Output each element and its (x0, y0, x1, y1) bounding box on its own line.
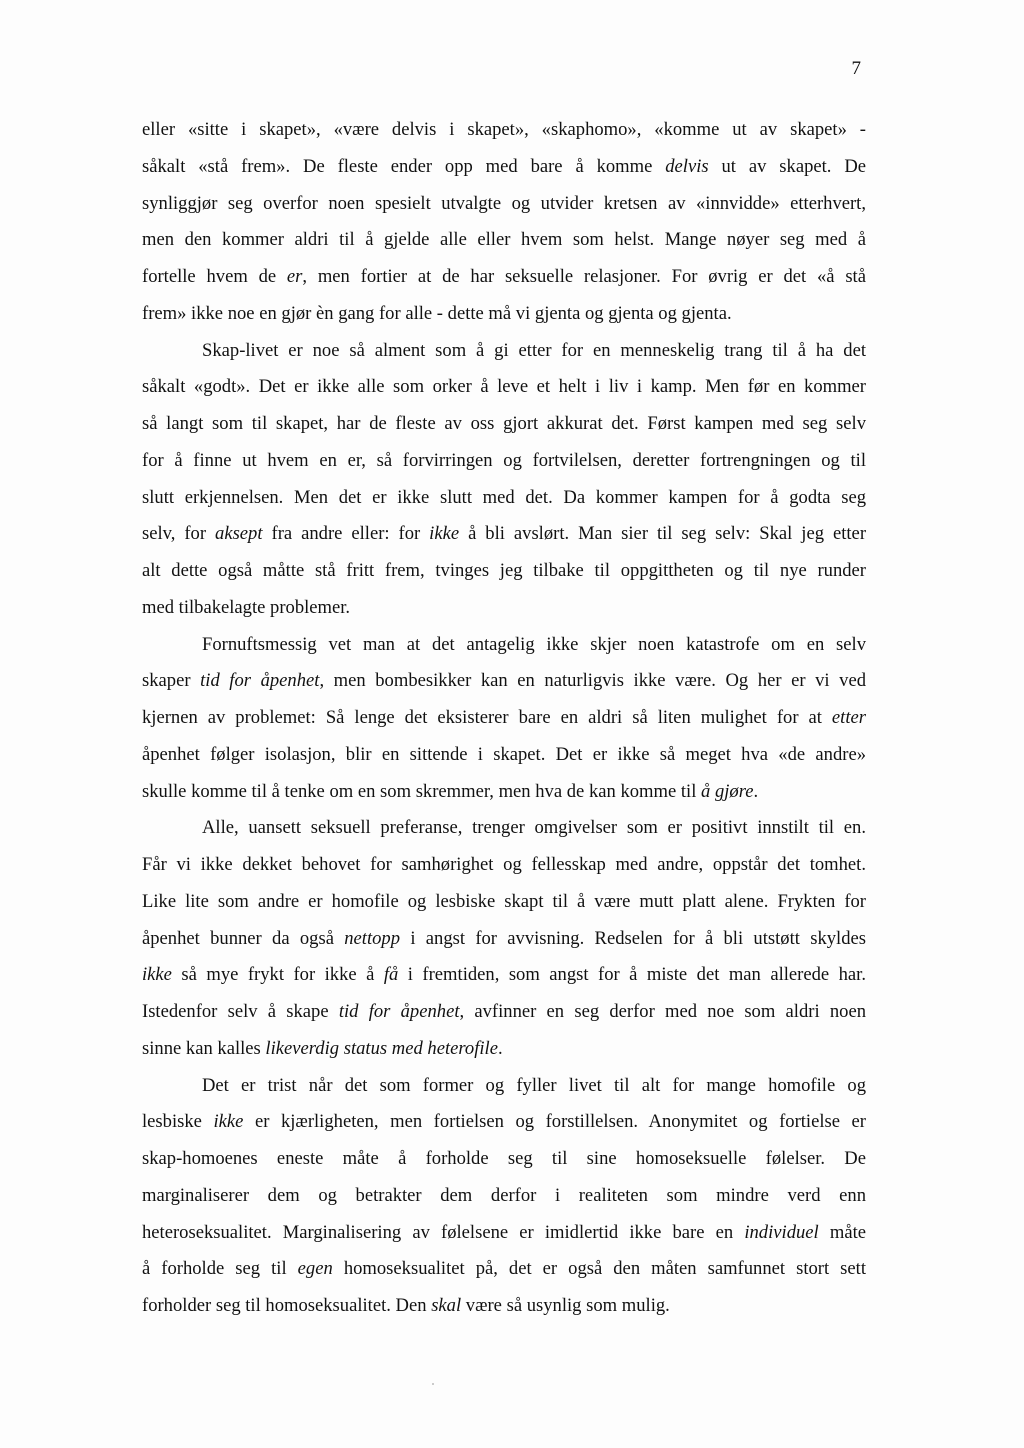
text-run: marginaliserer dem og betrakter dem derfor i realiteten som mindre verd enn (142, 1184, 866, 1206)
italic-text: egen (297, 1258, 333, 1280)
text-line (142, 112, 866, 149)
text-run: skaper (142, 670, 201, 692)
paragraph (142, 1068, 866, 1325)
italic-text: nettopp (344, 927, 401, 949)
italic-text: likeverdig status med heterofile (265, 1037, 498, 1059)
text-line (142, 921, 866, 958)
text-run: Like lite som andre er homofile og lesbiske skapt til å være mutt platt alene. Frykten for (142, 890, 866, 912)
text-line (142, 1068, 866, 1105)
italic-text: etter (831, 707, 866, 728)
italic-text: skal (431, 1295, 462, 1316)
text-line (142, 1251, 866, 1288)
text-line (142, 663, 866, 700)
text-run: åpenhet følger isolasjon, blir en sittende i skapet. Det er ikke så meget hva «de andre» (142, 743, 866, 765)
italic-text: aksept (215, 523, 263, 545)
text-line (142, 700, 866, 737)
text-run: Alle, uansett seksuell preferanse, trenger omgivelser som er positivt innstilt til en. (202, 817, 866, 839)
text-line (142, 847, 866, 884)
page-number: 7 (851, 58, 861, 79)
text-run: . (497, 1037, 503, 1059)
text-run: er kjærligheten, men fortielsen og forstillelsen. Anonymitet og fortielse er (243, 1111, 866, 1133)
text-run: med tilbakelagte problemer. (142, 596, 351, 618)
text-run: lesbiske (142, 1111, 214, 1133)
italic-text: er (286, 266, 303, 287)
text-line (142, 1178, 866, 1215)
italic-text: tid for åpenhet (338, 1001, 460, 1022)
paragraph (142, 112, 866, 333)
text-line (142, 774, 866, 811)
text-run: åpenhet bunner da også (142, 927, 345, 949)
italic-text: individuel (744, 1221, 819, 1243)
text-run: måte (818, 1221, 866, 1243)
text-line (142, 1031, 866, 1068)
paragraph (142, 627, 866, 811)
text-run: Det er trist når det som former og fyller livet til alt for mange homofile og (202, 1074, 866, 1096)
text-line (142, 369, 866, 406)
text-run: Istedenfor selv å skape (142, 1001, 339, 1022)
text-run: alt dette også måtte stå fritt frem, tvinges jeg tilbake til oppgittheten og til nye runder (142, 560, 866, 581)
text-run: , men fortier at de har seksuelle relasjoner. For øvrig er det «å stå (302, 266, 866, 287)
text-run: skulle komme til å tenke om en som skremmer, men hva de kan komme til (142, 780, 702, 802)
text-line (142, 1288, 866, 1325)
text-line (142, 1141, 866, 1178)
text-run: sinne kan kalles (142, 1037, 266, 1059)
text-run: å bli avslørt. Man sier til seg selv: Skal jeg etter (459, 523, 867, 545)
italic-text: ikke (142, 964, 172, 986)
text-run: for å finne ut hvem en er, så forvirringen og fortvilelsen, deretter fortrengningen og til (142, 449, 866, 471)
text-line (142, 1215, 866, 1252)
text-run: såkalt «godt». Det er ikke alle som orker å leve et helt i liv i kamp. Men før en kommer (142, 376, 866, 398)
text-run: forholder seg til homoseksualitet. Den (142, 1295, 432, 1316)
text-run: men den kommer aldri til å gjelde alle eller hvem som helst. Mange nøyer seg med å (142, 229, 866, 251)
text-line (142, 443, 866, 480)
text-line (142, 259, 866, 296)
text-line (142, 186, 866, 223)
text-line (142, 406, 866, 443)
text-line (142, 994, 866, 1031)
text-line (142, 296, 866, 333)
text-run: fortelle hvem de (142, 266, 287, 287)
text-line (142, 884, 866, 921)
scan-speck (432, 1383, 434, 1385)
italic-text: å gjøre (701, 780, 754, 802)
text-line (142, 627, 866, 664)
text-line (142, 333, 866, 370)
text-run: Skap-livet er noe så alment som å gi etter for en menneskelig trang til å ha det (202, 339, 866, 361)
text-run: såkalt «stå frem». De fleste ender opp med bare å komme (142, 155, 666, 177)
text-line (142, 222, 866, 259)
text-run: å forholde seg til (142, 1258, 298, 1280)
text-run: fra andre eller: for (262, 523, 430, 545)
text-run: kjernen av problemet: Så lenge det eksisterer bare en aldri så liten mulighet for at (142, 707, 832, 728)
italic-text: ikke (213, 1111, 244, 1133)
body-text (142, 112, 866, 1325)
paragraph (142, 333, 866, 627)
italic-text: ikke (429, 523, 460, 545)
text-line (142, 590, 866, 627)
text-run: Fornuftsmessig vet man at det antagelig ikke skjer noen katastrofe om en selv (202, 633, 866, 655)
text-run: i angst for avvisning. Redselen for å bli utstøtt skyldes (400, 927, 866, 949)
text-run: så langt som til skapet, har de fleste av oss gjort akkurat det. Først kampen med seg selv (142, 413, 866, 434)
text-run: synliggjør seg overfor noen spesielt utvalgte og utvider kretsen av «innvidde» etterhvert, (142, 192, 866, 214)
text-run: skap-homoenes eneste måte å forholde seg til sine homoseksuelle følelser. De (142, 1148, 866, 1169)
italic-text: delvis (665, 155, 709, 177)
text-run: . (753, 780, 759, 802)
text-line (142, 810, 866, 847)
paragraph (142, 810, 866, 1067)
text-run: eller «sitte i skapet», «være delvis i skapet», «skaphomo», «komme ut av skapet» - (142, 119, 866, 140)
italic-text: tid for åpenhet (200, 670, 320, 692)
text-run: slutt erkjennelsen. Men det er ikke slutt med det. Da kommer kampen for å godta seg (142, 486, 866, 508)
text-line (142, 516, 866, 553)
text-run: , avfinner en seg derfor med noe som aldri noen (459, 1001, 866, 1022)
text-run: ut av skapet. De (708, 155, 866, 177)
text-run: så mye frykt for ikke å (171, 964, 384, 986)
text-run: selv, for (142, 523, 216, 545)
text-line (142, 1104, 866, 1141)
text-line (142, 149, 866, 186)
text-run: i fremtiden, som angst for å miste det man allerede har. (398, 964, 866, 986)
text-run: være så usynlig som mulig. (461, 1295, 670, 1316)
italic-text: få (383, 964, 399, 986)
text-run: Får vi ikke dekket behovet for samhørighet og fellesskap med andre, oppstår det tomhet. (142, 854, 866, 875)
text-line (142, 957, 866, 994)
text-run: frem» ikke noe en gjør èn gang for alle - dette må vi gjenta og gjenta og gjenta. (142, 302, 732, 324)
text-run: heteroseksualitet. Marginalisering av følelsene er imidlertid ikke bare en (142, 1221, 745, 1243)
text-run: homoseksualitet på, det er også den måten samfunnet stort sett (332, 1258, 867, 1280)
text-line (142, 480, 866, 517)
text-line (142, 737, 866, 774)
text-line (142, 553, 866, 590)
text-run: , men bombesikker kan en naturligvis ikke være. Og her er vi ved (319, 670, 866, 692)
